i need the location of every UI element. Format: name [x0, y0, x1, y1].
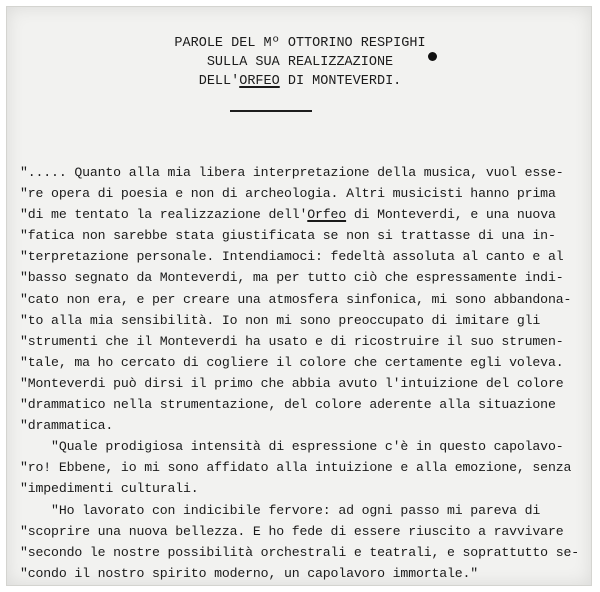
title-underline-rule [230, 110, 312, 112]
text-line: "condo il nostro spirito moderno, un capolavoro immortale." [20, 565, 479, 581]
text-line: "fatica non sarebbe stata giustificata se non si trattasse di una in- [20, 228, 556, 244]
text-line: "drammatica. [20, 418, 114, 434]
title-line-3-end: DI MONTEVERDI. [279, 74, 402, 89]
text-line: "Ho lavorato con indicibile fervore: ad ogni passo mi pareva di [20, 502, 541, 518]
quoted-text-body [20, 162, 590, 584]
title-line-3-start: DELL' [198, 74, 240, 89]
text-line: "impedimenti culturali. [20, 481, 199, 497]
text-line [20, 204, 590, 225]
text-line: "strumenti che il Monteverdi ha usato e di ricostruire il suo strumen- [20, 333, 564, 349]
text-line: "ro! Ebbene, io mi sono affidato alla intuizione e alla emozione, senza [20, 460, 572, 476]
document-title [0, 34, 600, 91]
text-line: "cato non era, e per creare una atmosfera sinfonica, mi sono abbandona- [20, 291, 572, 307]
text-segment: di Monteverdi, e una nuova [346, 207, 556, 223]
text-line: "Quale prodigiosa intensità di espressione c'è in questo capolavo- [20, 439, 564, 455]
text-line: "basso segnato da Monteverdi, ma per tutto ciò che espressamente indi- [20, 270, 564, 286]
title-line-3 [0, 72, 600, 91]
text-segment: "di me tentato la realizzazione dell' [20, 207, 308, 223]
text-line: "re opera di poesia e non di archeologia. Altri musicisti hanno prima [20, 186, 556, 202]
text-line: "scoprire una nuova bellezza. E ho fede di essere riuscito a ravvivare [20, 523, 564, 539]
title-line-2: SULLA SUA REALIZZAZIONE [206, 55, 394, 70]
text-line: "tale, ma ho cercato di cogliere il colore che certamente egli voleva. [20, 354, 564, 370]
text-line: "to alla mia sensibilità. Io non mi sono preoccupato di imitare gli [20, 312, 541, 328]
text-line: "Monteverdi può dirsi il primo che abbia avuto l'intuizione del colore [20, 375, 564, 391]
text-line: "secondo le nostre possibilità orchestrali e teatrali, e soprattutto se- [20, 544, 579, 560]
text-line: "drammatico nella strumentazione, del colore aderente alla situazione [20, 397, 556, 413]
text-line: "..... Quanto alla mia libera interpretazione della musica, vuol esse- [20, 165, 564, 180]
title-orfeo-underlined: ORFEO [239, 74, 280, 89]
orfeo-underlined: Orfeo [307, 207, 347, 223]
text-line: "terpretazione personale. Intendiamoci: fedeltà assoluta al canto e al [20, 249, 564, 265]
title-line-1: PAROLE DEL Mº OTTORINO RESPIGHI [174, 36, 426, 51]
